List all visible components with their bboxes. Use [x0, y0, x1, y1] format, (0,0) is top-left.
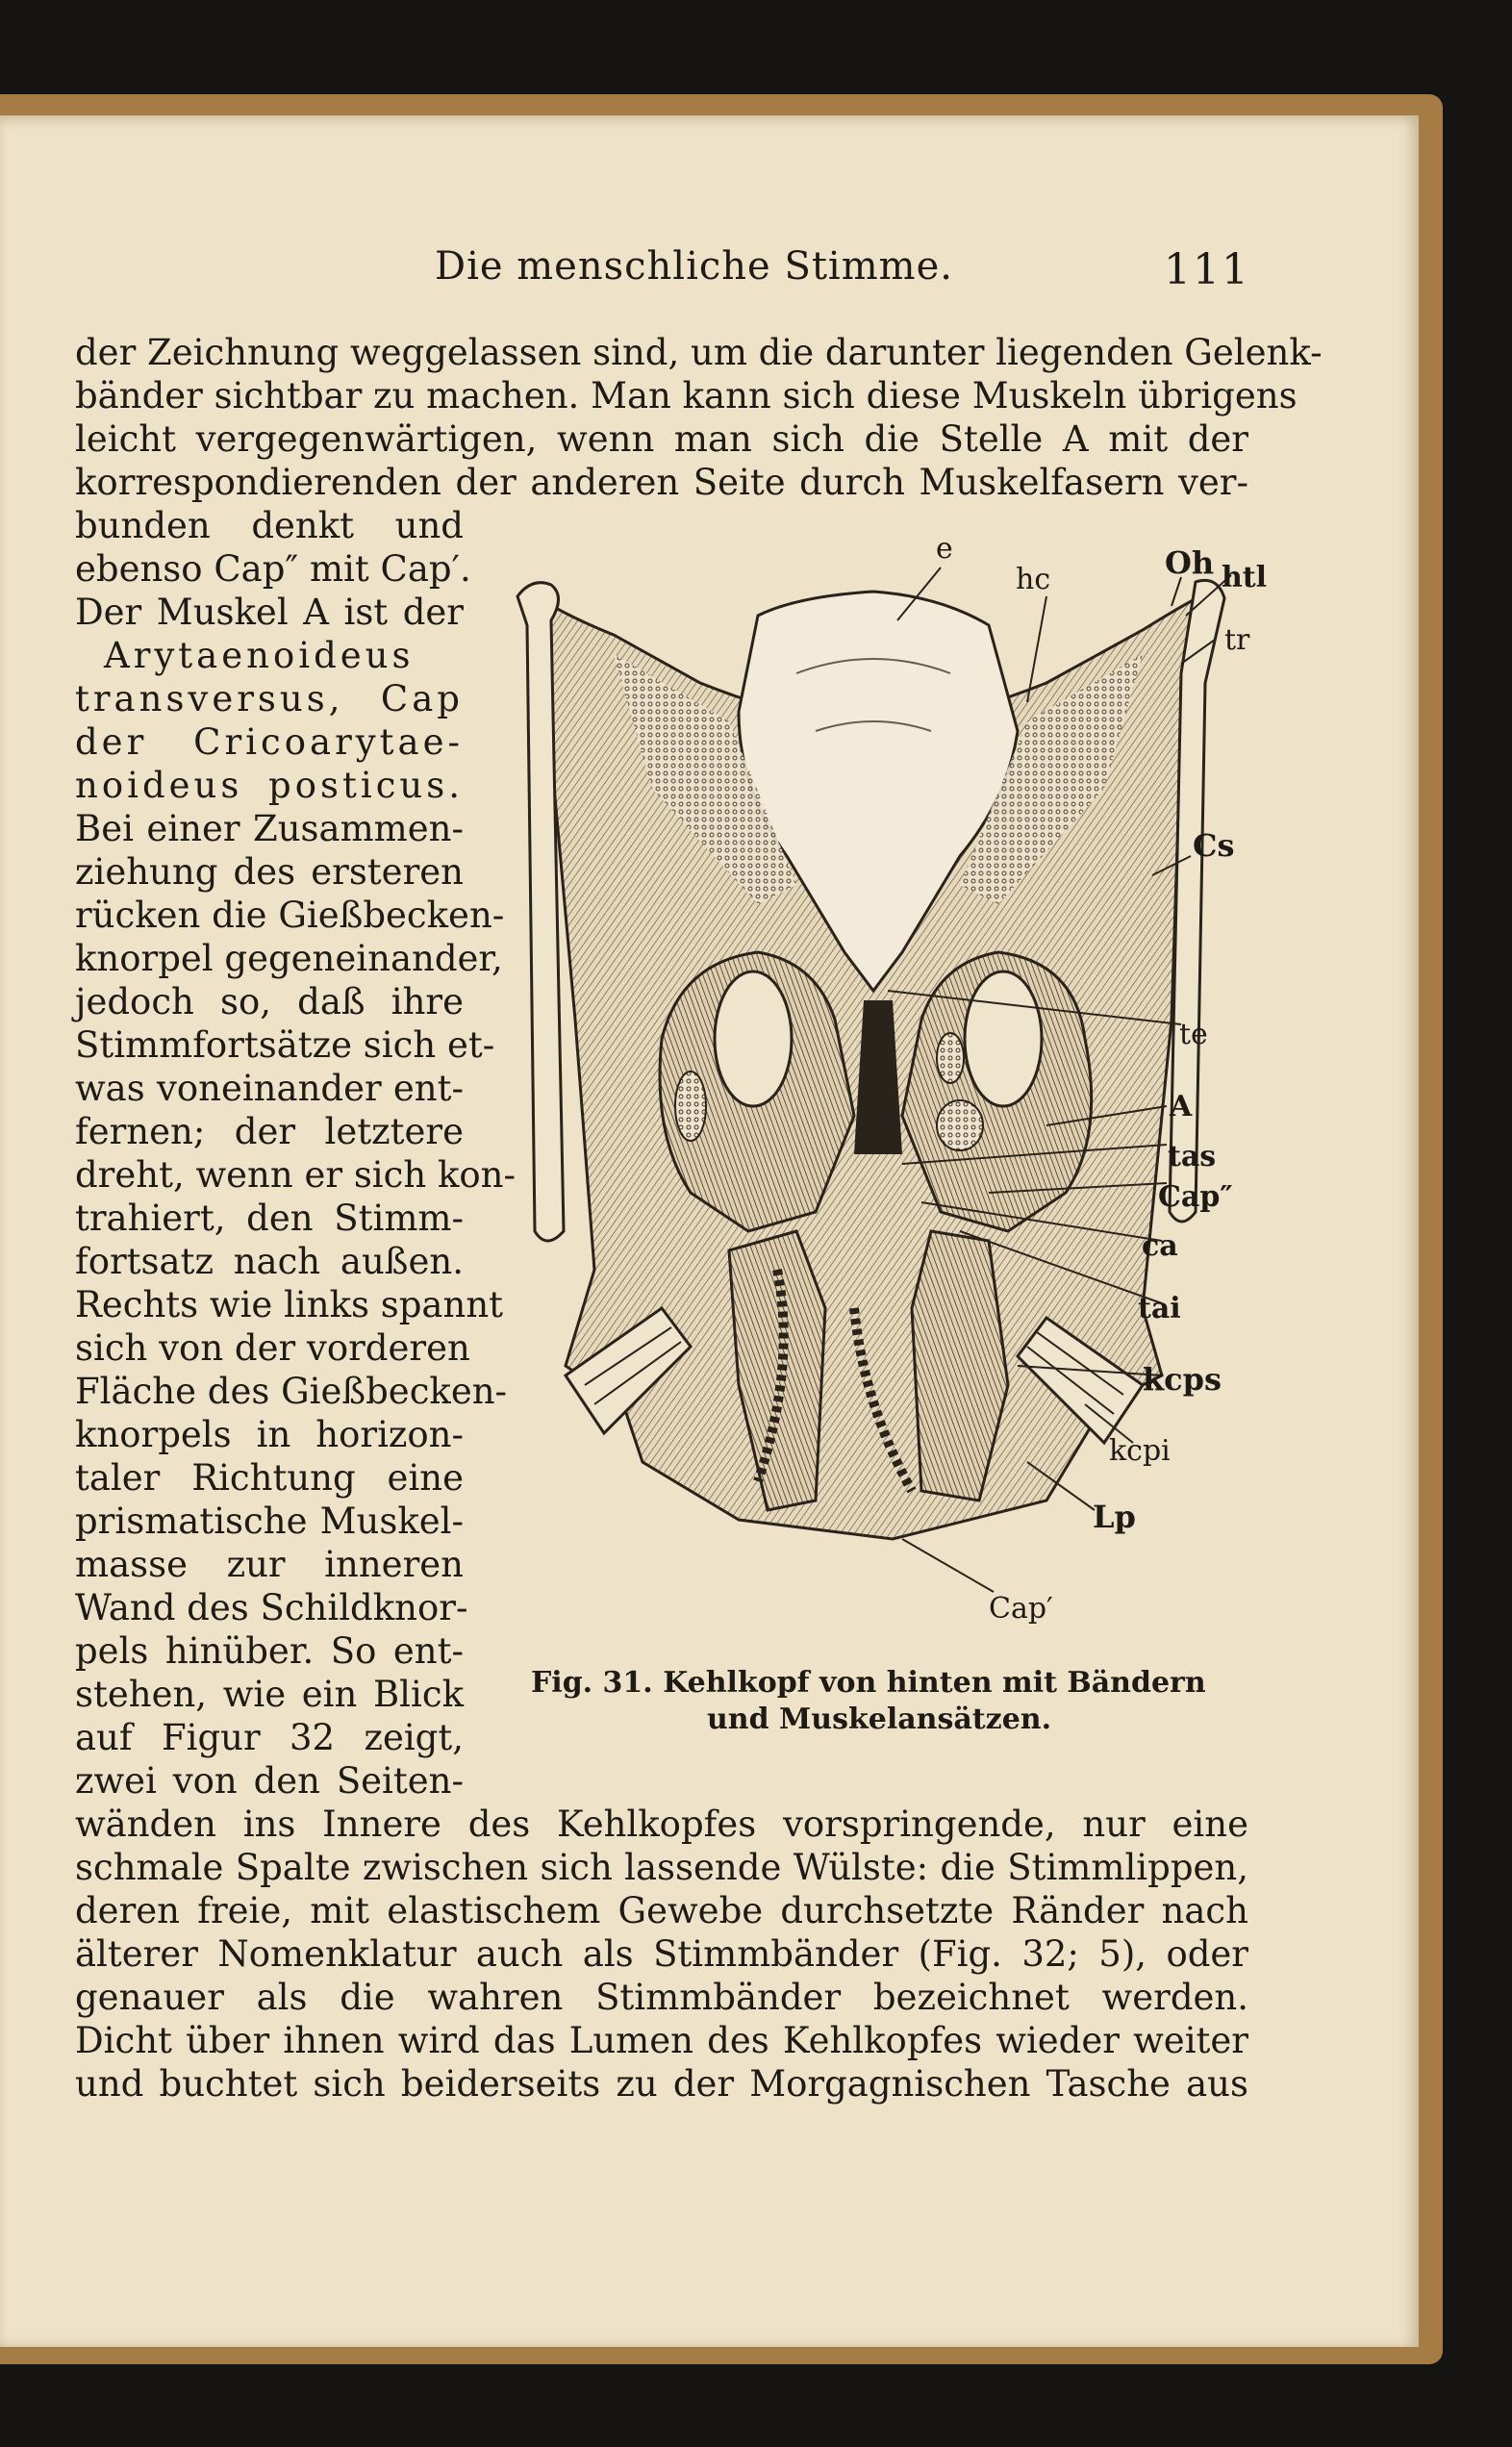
text-line: rücken die Gießbecken- — [75, 895, 505, 936]
text-line: der Cricoarytae- — [75, 721, 464, 763]
running-header: Die menschliche Stimme. — [435, 244, 953, 289]
text-line: Arytaenoideus — [104, 635, 415, 676]
figure-caption: Fig. 31. Kehlkopf von hinten mit Bändern — [531, 1666, 1206, 1700]
label-A: A — [1170, 1090, 1193, 1123]
text-line: Dicht über ihnen wird das Lumen des Kehlkopfes wieder weiter — [75, 2020, 1248, 2061]
text-line: genauer als die wahren Stimmbänder bezeichnet werden. — [75, 1977, 1248, 2018]
page-number: 111 — [1164, 245, 1250, 294]
text-line: und buchtet sich beiderseits zu der Morgagnischen Tasche aus — [75, 2063, 1248, 2105]
text-line: fernen; der letztere — [75, 1111, 464, 1152]
text-line: jedoch so, daß ihre — [75, 981, 464, 1022]
text-line: sich von der vorderen — [75, 1327, 470, 1369]
label-ca: ca — [1142, 1229, 1178, 1263]
text-line: taler Richtung eine — [75, 1457, 464, 1499]
label-e: e — [936, 539, 953, 566]
text-line: Stimmfortsätze sich et- — [75, 1024, 495, 1066]
text-line: Rechts wie links spannt — [75, 1284, 504, 1325]
text-line: bunden denkt und — [75, 505, 464, 546]
label-tai: tai — [1138, 1292, 1181, 1325]
text-line: deren freie, mit elastischem Gewebe durchsetzte Ränder nach — [75, 1890, 1248, 1931]
text-line: was voneinander ent- — [75, 1068, 464, 1109]
text-line: auf Figur 32 zeigt, — [75, 1717, 464, 1758]
text-line: ziehung des ersteren — [75, 851, 464, 893]
label-kcpi: kcpi — [1109, 1434, 1171, 1468]
text-line: Wand des Schildknor- — [75, 1587, 468, 1628]
label-Cs: Cs — [1193, 827, 1235, 864]
text-line: Fläche des Gießbecken- — [75, 1371, 508, 1412]
text-line: stehen, wie ein Blick — [75, 1674, 464, 1715]
text-line: der Zeichnung weggelassen sind, um die darunter liegenden Gelenk- — [75, 332, 1323, 373]
figure-caption-continued: und Muskelansätzen. — [707, 1703, 1052, 1736]
text-line: korrespondierenden der anderen Seite durch Muskelfasern ver- — [75, 462, 1248, 503]
text-line: Der Muskel A ist der — [75, 592, 464, 633]
label-tr: tr — [1224, 623, 1250, 657]
label-hc: hc — [1016, 563, 1051, 596]
text-line: ebenso Cap″ mit Cap′. — [75, 548, 471, 590]
label-te: te — [1179, 1018, 1208, 1051]
label-tas: tas — [1168, 1140, 1217, 1173]
text-line: trahiert, den Stimm- — [75, 1198, 464, 1239]
text-line: noideus posticus. — [75, 765, 464, 806]
label-Oh: Oh — [1165, 544, 1215, 581]
text-line: bänder sichtbar zu machen. Man kann sich diese Muskeln übrigens — [75, 375, 1298, 416]
text-line: wänden ins Innere des Kehlkopfes vorspringende, nur eine — [75, 1804, 1248, 1845]
text-line: transversus, Cap — [75, 678, 464, 719]
larynx-illustration — [508, 539, 1277, 1654]
text-line: prismatische Muskel- — [75, 1501, 464, 1542]
text-line: fortsatz nach außen. — [75, 1241, 464, 1282]
label-Cap-single: Cap′ — [989, 1592, 1053, 1626]
text-line: schmale Spalte zwischen sich lassende Wülste: die Stimmlippen, — [75, 1847, 1248, 1888]
text-line: pels hinüber. So ent- — [75, 1630, 464, 1672]
text-line: leicht vergegenwärtigen, wenn man sich die Stelle A mit der — [75, 418, 1248, 460]
text-line: älterer Nomenklatur auch als Stimmbänder (Fig. 32; 5), oder — [75, 1933, 1248, 1975]
text-line: knorpel gegeneinander, — [75, 938, 503, 979]
label-Lp: Lp — [1093, 1499, 1136, 1535]
text-line: masse zur inneren — [75, 1544, 464, 1585]
label-htl: htl — [1222, 561, 1268, 594]
text-line: knorpels in horizon- — [75, 1414, 464, 1455]
label-Cap-double: Cap″ — [1158, 1180, 1233, 1214]
text-line: Bei einer Zusammen- — [75, 808, 464, 849]
label-kcps: kcps — [1143, 1361, 1222, 1398]
text-line: dreht, wenn er sich kon- — [75, 1154, 516, 1196]
text-line: zwei von den Seiten- — [75, 1760, 464, 1802]
